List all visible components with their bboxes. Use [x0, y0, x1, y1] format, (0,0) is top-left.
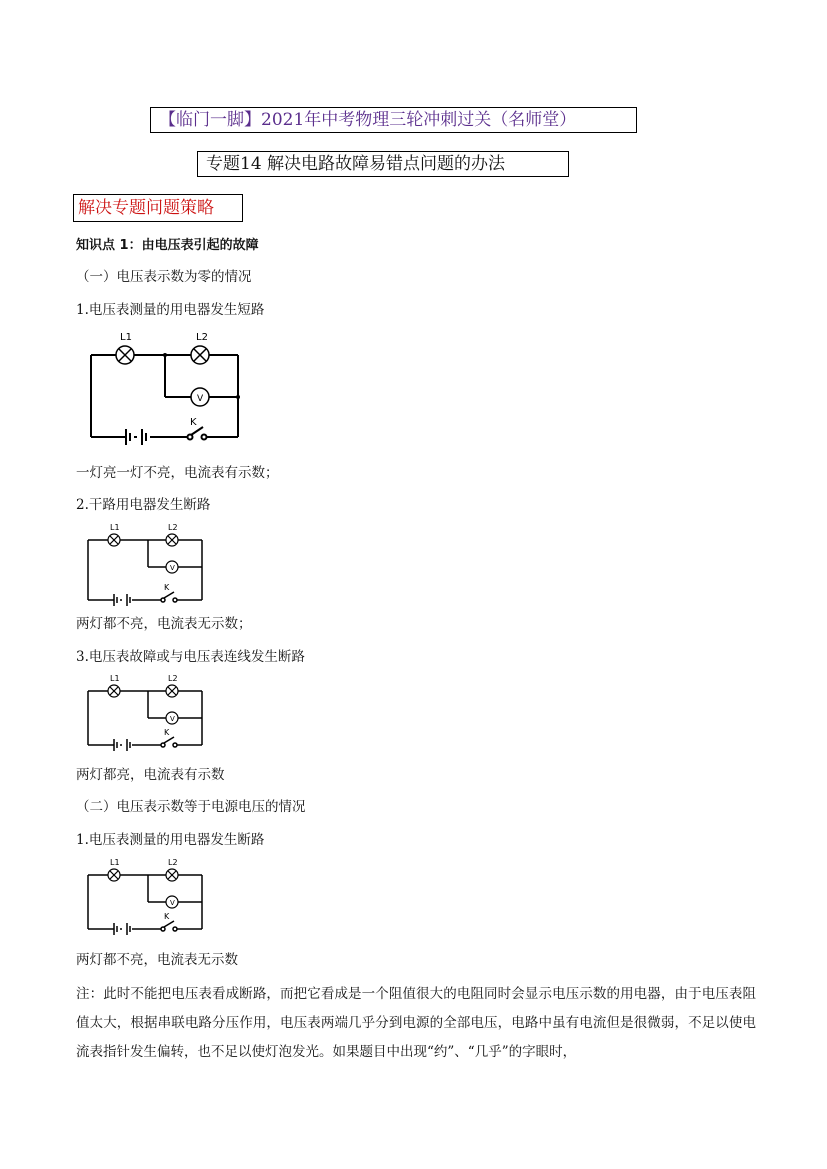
switch-label-2: K: [164, 583, 170, 592]
item-2-label: 2.干路用电器发生断路: [76, 497, 211, 513]
switch-label-4: K: [164, 912, 170, 921]
note-paragraph: 注：此时不能把电压表看成断路，而把它看成是一个阻值很大的电阻同时会显示电压示数的用电器，由于电压表阻值太大，根据串联电路分压作用，电压表两端几乎分到电源的全部电压，电路中虽有电流但是很微弱，不足以使电流表指针发生偏转，也不足以使灯泡发光。如果题目中出现“约”、“几乎”的字眼时，: [76, 986, 756, 1060]
voltmeter-label: V: [197, 394, 204, 404]
switch-label-3: K: [164, 728, 170, 737]
voltmeter-label-2: V: [170, 564, 175, 572]
item-3-label: 3.电压表故障或与电压表连线发生断路: [76, 649, 305, 665]
series-title: 【临门一脚】2021年中考物理三轮冲刺过关（名师堂）: [159, 110, 577, 130]
switch-label: K: [190, 417, 197, 428]
voltmeter-label-3: V: [170, 715, 175, 723]
item-2-result: 两灯都不亮，电流表无示数；: [76, 616, 252, 632]
lamp1-label-3: L1: [110, 674, 120, 683]
lamp2-label-2: L2: [168, 523, 178, 532]
strategy-heading: [73, 194, 243, 222]
series-title-box: [150, 107, 637, 133]
voltmeter-label-4: V: [170, 899, 175, 907]
circuit-diagram-3: [82, 673, 212, 758]
item-3-result: 两灯都亮，电流表有示数: [76, 767, 225, 783]
lamp2-label-4: L2: [168, 858, 178, 867]
item-1-result: 一灯亮一灯不亮，电流表有示数；: [76, 465, 279, 481]
knowledge-point-heading: 知识点 1：由电压表引起的故障: [76, 238, 259, 253]
lamp2-label: L2: [196, 332, 208, 343]
item-4-result: 两灯都不亮，电流表无示数: [76, 952, 238, 968]
lamp1-label: L1: [120, 332, 132, 343]
lamp1-label-2: L1: [110, 523, 120, 532]
topic-title-box: [197, 151, 569, 177]
case-two-heading: （二）电压表示数等于电源电压的情况: [76, 799, 306, 815]
case-one-heading: （一）电压表示数为零的情况: [76, 269, 252, 285]
circuit-diagram-2: [82, 522, 212, 607]
topic-title: 专题14 解决电路故障易错点问题的办法: [206, 154, 506, 174]
lamp1-label-4: L1: [110, 858, 120, 867]
strategy-heading-text: 解决专题问题策略: [78, 198, 214, 218]
item-4-label: 1.电压表测量的用电器发生断路: [76, 832, 265, 848]
lamp2-label-3: L2: [168, 674, 178, 683]
circuit-diagram-4: [82, 857, 212, 942]
item-1-label: 1.电压表测量的用电器发生短路: [76, 302, 265, 318]
circuit-diagram-1: [80, 325, 250, 445]
